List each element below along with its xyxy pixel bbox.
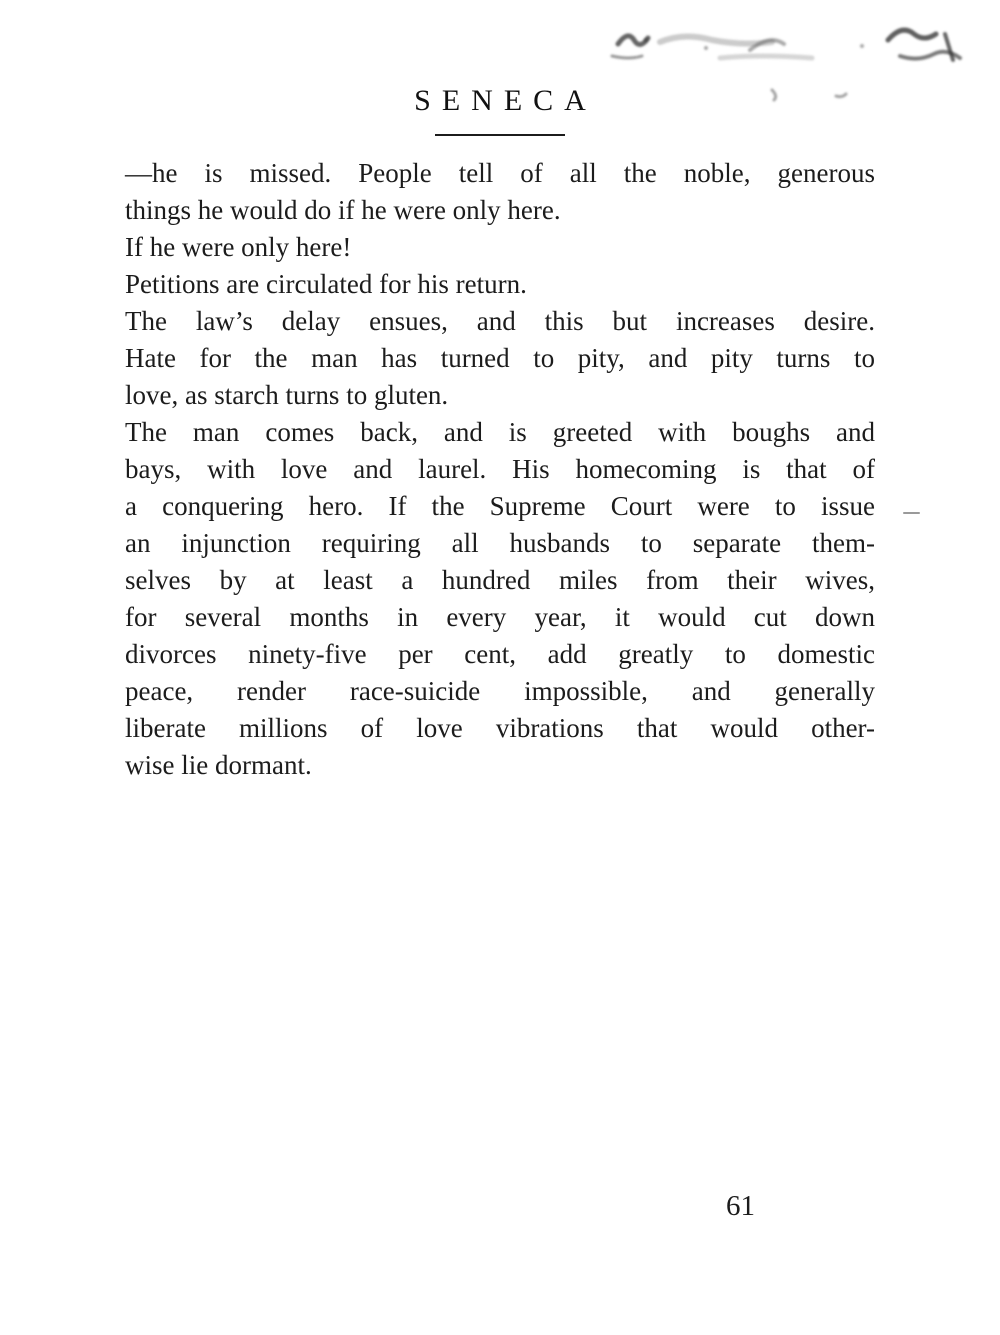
- page-title: SENECA: [414, 84, 597, 117]
- paragraph: [125, 414, 875, 784]
- paragraph: [125, 303, 875, 414]
- text-line: divorces ninety-five per cent, add greatly to domestic: [125, 639, 875, 669]
- page-number: 61: [726, 1190, 755, 1222]
- text-line: If he were only here!: [125, 232, 352, 262]
- text-line: for several months in every year, it would cut down: [125, 602, 875, 632]
- text-line: The man comes back, and is greeted with boughs and: [125, 417, 875, 447]
- ink-smudge: [600, 12, 980, 107]
- text-line: things he would do if he were only here.: [125, 195, 561, 225]
- text-line: —he is missed. People tell of all the noble, generous: [125, 158, 875, 188]
- text-line: a conquering hero. If the Supreme Court were to issue: [125, 491, 875, 521]
- text-line: bays, with love and laurel. His homecoming is that of: [125, 454, 875, 484]
- text-line: Hate for the man has turned to pity, and pity turns to: [125, 343, 875, 373]
- body-text: [125, 155, 875, 784]
- title-divider: [435, 134, 565, 136]
- text-line: The law’s delay ensues, and this but increases desire.: [125, 306, 875, 336]
- text-line: liberate millions of love vibrations that would other-: [125, 713, 875, 743]
- text-line: Petitions are circulated for his return.: [125, 269, 527, 299]
- paragraph: [125, 155, 875, 229]
- text-line: an injunction requiring all husbands to separate them-: [125, 528, 875, 558]
- text-line: peace, render race-suicide impossible, and generally: [125, 676, 875, 706]
- margin-mark: [903, 512, 920, 514]
- paragraph: [125, 229, 875, 266]
- text-line: wise lie dormant.: [125, 750, 312, 780]
- paragraph: [125, 266, 875, 303]
- text-line: selves by at least a hundred miles from their wives,: [125, 565, 875, 595]
- text-line: love, as starch turns to gluten.: [125, 380, 449, 410]
